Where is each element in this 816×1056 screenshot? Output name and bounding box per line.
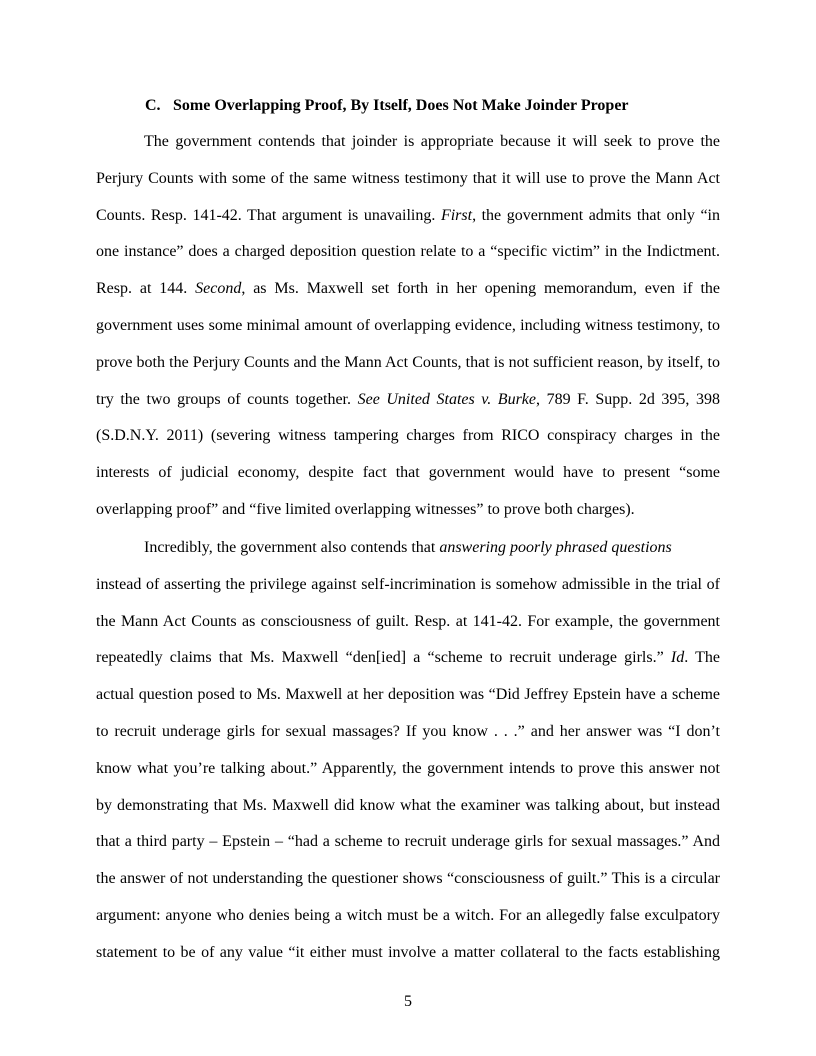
text-line [96,824,720,861]
section-letter: C. [145,97,161,114]
text-segment: government uses some minimal amount of overlapping evidence, including witness testimony, to [96,316,720,334]
text-line [96,530,720,567]
italic-text: Id [670,649,685,667]
text-segment: the Mann Act Counts as consciousness of guilt. Resp. at 141-42. For example, the government [96,612,720,630]
text-segment: interests of judicial economy, despite fact that government would have to present “some [96,464,720,482]
text-line [96,382,720,419]
text-line [96,124,720,161]
text-line [96,345,720,382]
paragraph-consciousness-of-guilt [96,530,720,972]
text-segment: try the two groups of counts together. [96,390,358,408]
text-line [96,161,720,198]
text-line [96,492,720,529]
text-line [96,640,720,677]
text-segment: . The [684,649,721,667]
text-segment: (S.D.N.Y. 2011) (severing witness tampering charges from RICO conspiracy charges in the [96,427,720,445]
text-line [96,234,720,271]
text-line [96,455,720,492]
text-line [96,677,720,714]
text-segment: actual question posed to Ms. Maxwell at her deposition was “Did Jeffrey Epstein have a scheme [96,686,720,704]
text-segment: , 789 F. Supp. 2d 395, 398 [536,390,721,408]
text-segment: that a third party – Epstein – “had a scheme to recruit underage girls for sexual massages.” And [96,833,720,851]
text-line [96,567,720,604]
italic-text: See United States v. Burke [357,390,537,408]
text-line [96,198,720,235]
italic-text: answering poorly phrased questions [439,539,672,556]
text-line [96,714,720,751]
text-segment: know what you’re talking about.” Apparently, the government intends to prove this answer not [96,759,720,777]
text-line [96,751,720,788]
text-line [96,604,720,641]
page-number: 5 [404,993,412,1010]
text-segment: , the government admits that only “in [472,206,721,224]
text-segment: , as Ms. Maxwell set forth in her opening memorandum, even if the [241,280,721,298]
text-line [96,861,720,898]
text-line [96,418,720,455]
text-segment: to recruit underage girls for sexual massages? If you know . . .” and her answer was “I don’t [96,722,720,740]
text-segment: argument: anyone who denies being a witch must be a witch. For an allegedly false exculpatory [96,906,720,924]
text-line [96,788,720,825]
text-line [96,898,720,935]
paragraph-joinder-argument [96,124,720,529]
italic-text: First [440,206,473,224]
text-segment: The government contends that joinder is appropriate because it will seek to prove the [144,133,720,150]
italic-text: Second [195,280,242,298]
text-segment: overlapping proof” and “five limited overlapping witnesses” to prove both charges). [96,500,635,518]
text-segment: Incredibly, the government also contends that [144,539,440,556]
text-segment: one instance” does a charged deposition question relate to a “specific victim” in the Indictment. [96,243,720,261]
text-segment: repeatedly claims that Ms. Maxwell “den[ied] a “scheme to recruit underage girls.” [96,649,671,667]
text-line [96,935,720,972]
section-heading [145,96,629,116]
text-segment: instead of asserting the privilege against self-incrimination is somehow admissible in the trial of [96,575,720,593]
text-segment: the answer of not understanding the questioner shows “consciousness of guilt.” This is a circular [96,870,720,888]
text-line [96,271,720,308]
section-title: Some Overlapping Proof, By Itself, Does Not Make Joinder Proper [173,97,629,114]
text-segment: Perjury Counts with some of the same witness testimony that it will use to prove the Mann Act [96,169,720,187]
text-segment: Counts. Resp. 141-42. That argument is unavailing. [96,206,441,224]
text-segment: Resp. at 144. [96,280,196,298]
text-segment: by demonstrating that Ms. Maxwell did know what the examiner was talking about, but instead [96,796,720,814]
text-line [96,308,720,345]
text-segment: prove both the Perjury Counts and the Mann Act Counts, that is not sufficient reason, by itself, to [96,353,720,371]
text-segment: statement to be of any value “it either must involve a matter collateral to the facts establishing [96,943,720,961]
